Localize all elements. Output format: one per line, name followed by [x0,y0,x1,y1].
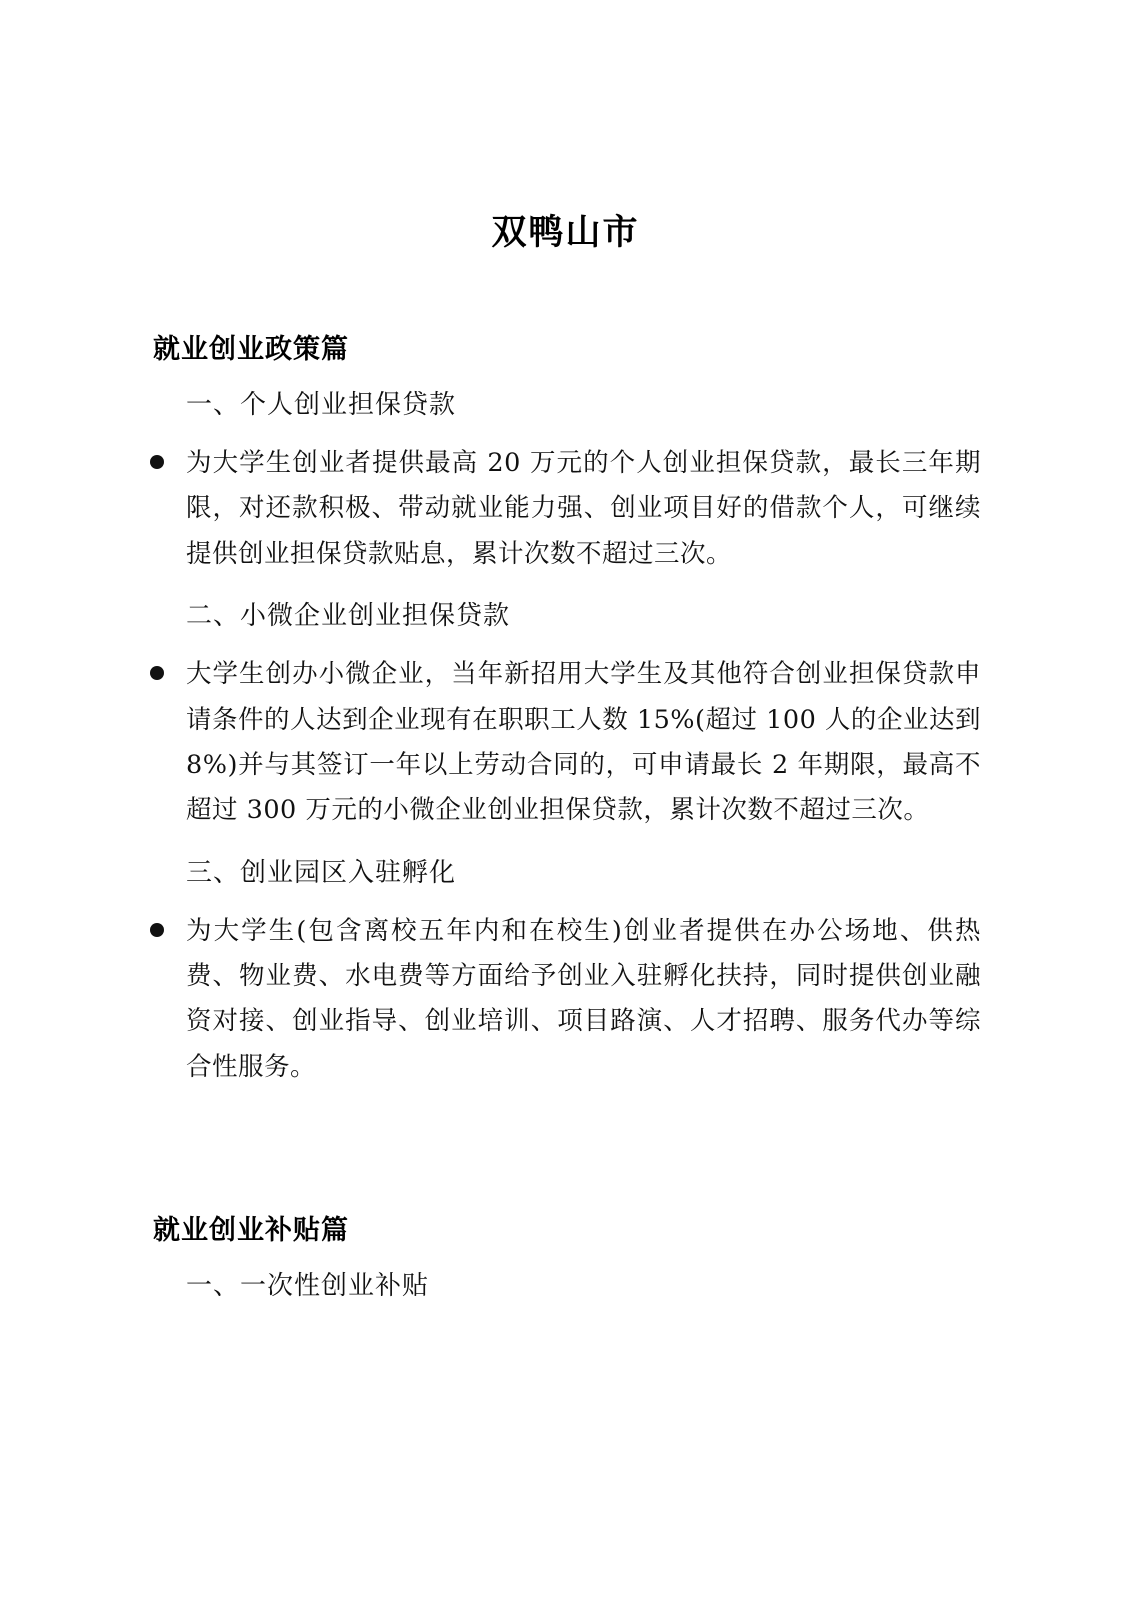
list-item [150,909,981,1091]
page-title: 双鸭山市 [491,213,640,253]
subheading-personal-loan: 一、个人创业担保贷款 [186,390,457,420]
list-item-text: 为大学生创业者提供最高 20 万元的个人创业担保贷款，最长三年期限，对还款积极、带动就业能力强、创业项目好的借款个人，可继续提供创业担保贷款贴息，累计次数不超过三次。 [186,448,981,569]
list-item-text: 为大学生(包含离校五年内和在校生)创业者提供在办公场地、供热费、物业费、水电费等方面给予创业入驻孵化扶持，同时提供创业融资对接、创业指导、创业培训、项目路演、人才招聘、服务代办等综合性服务。 [186,915,981,1082]
bullet-dot-icon [150,455,164,469]
bullet-dot-icon [150,923,164,937]
subheading-small-enterprise-loan: 二、小微企业创业担保贷款 [186,601,511,632]
section-heading-subsidy: 就业创业补贴篇 [153,1215,349,1247]
list-item [150,652,981,834]
subheading-incubation-park: 三、创业园区入驻孵化 [186,857,457,888]
list-item [150,441,981,577]
list-item-text: 大学生创办小微企业，当年新招用大学生及其他符合创业担保贷款申请条件的人达到企业现有在职职工人数 15%(超过 100 人的企业达到 8%)并与其签订一年以上劳动合同的，可申请最长 2 年期限，最高不超过 300 万元的小微企业创业担保贷款，累计次数不超过三次。 [186,659,981,826]
section-heading-policy: 就业创业政策篇 [153,334,349,365]
bullet-dot-icon [150,666,164,680]
section-spacer [150,1090,981,1136]
subheading-one-time-subsidy: 一、一次性创业补贴 [186,1271,430,1302]
